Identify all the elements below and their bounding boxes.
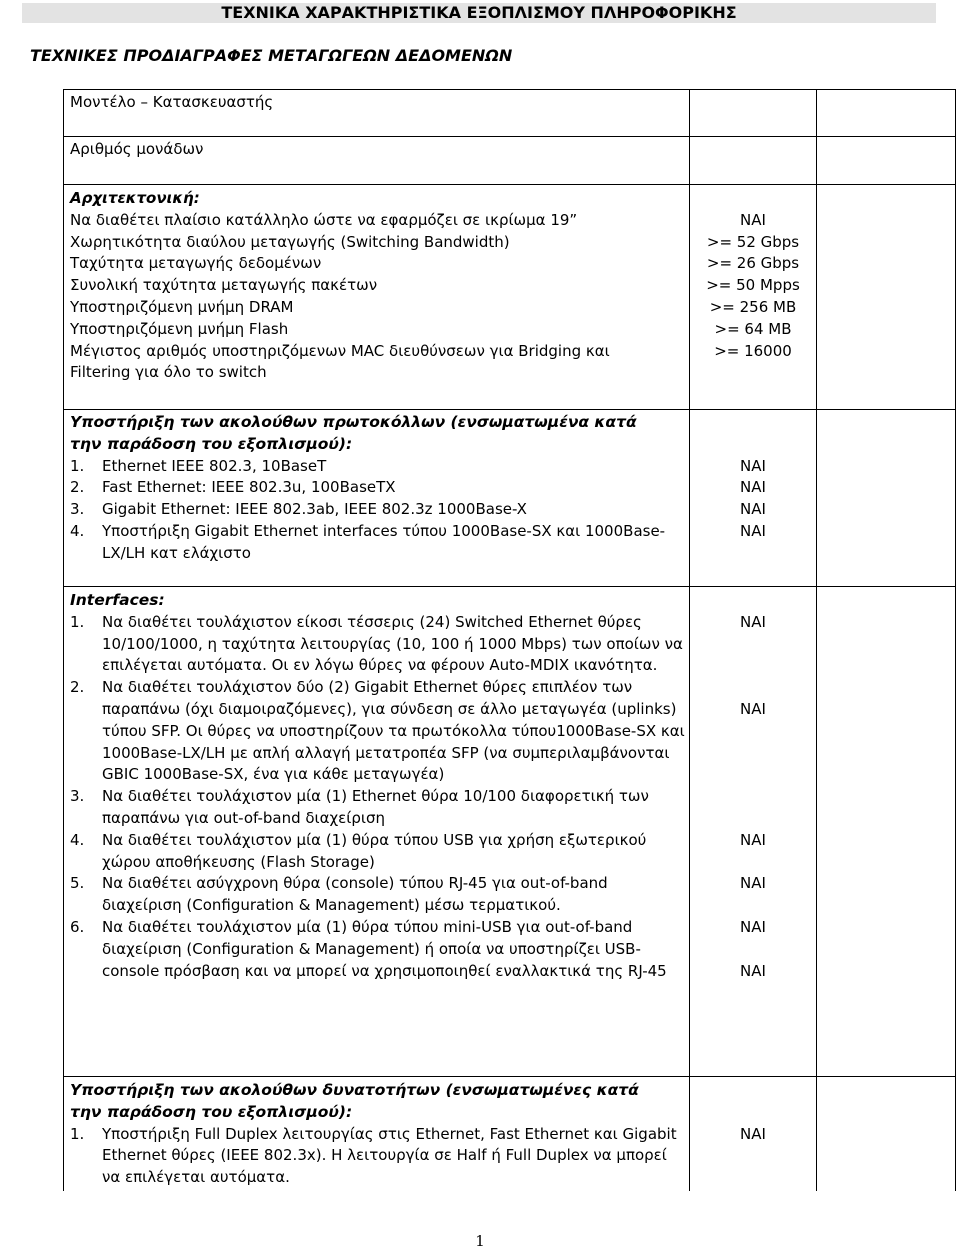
model-value-cell bbox=[690, 90, 817, 137]
features-cell bbox=[64, 1077, 690, 1192]
protocol-value: ΝΑΙ bbox=[740, 478, 766, 497]
architecture-extra-cell bbox=[817, 185, 956, 410]
protocols-values-cell bbox=[690, 410, 817, 587]
interface-value: ΝΑΙ bbox=[740, 830, 766, 849]
interfaces-cell bbox=[64, 587, 690, 1077]
arch-item-text: Ταχύτητα μεταγωγής δεδομένων bbox=[70, 254, 322, 273]
features-extra-cell bbox=[817, 1077, 956, 1192]
arch-item-text: Συνολική ταχύτητα μεταγωγής πακέτων bbox=[70, 276, 378, 295]
arch-item-value: >= 50 Mpps bbox=[706, 276, 800, 295]
list-item: 5. Να διαθέτει ασύγχρονη θύρα (console) τύπου RJ-45 για out-of-band διαχείριση (Configuration & Management) μέσω τερματικού. bbox=[70, 874, 608, 915]
arch-item-text: Υποστηριζόμενη μνήμη DRAM bbox=[70, 297, 294, 316]
list-item: 6. Να διαθέτει τουλάχιστον μία (1) θύρα τύπου mini-USB για out-of-band διαχείριση (Configuration & Management) ή οποία να υποστηρίζει USB-console πρόσβαση και να μπορεί να χρησιμοποιηθεί εναλλακτικά της RJ-45 bbox=[70, 917, 667, 980]
architecture-cell bbox=[64, 185, 690, 410]
protocols-cell bbox=[64, 410, 690, 587]
protocols-extra-cell bbox=[817, 410, 956, 587]
interface-value: ΝΑΙ bbox=[740, 612, 766, 631]
table-row-features bbox=[64, 1077, 956, 1192]
architecture-heading: Αρχιτεκτονική: bbox=[70, 189, 200, 207]
arch-item-value: >= 256 MB bbox=[709, 297, 797, 316]
protocols-heading: Υποστήριξη των ακολούθων πρωτοκόλλων (ενσωματωμένα κατά bbox=[70, 413, 637, 431]
features-heading: την παράδοση του εξοπλισμού): bbox=[70, 1102, 353, 1121]
features-values-cell bbox=[690, 1077, 817, 1192]
table-row-units bbox=[64, 137, 956, 185]
protocols-heading: την παράδοση του εξοπλισμού): bbox=[70, 434, 353, 453]
spec-table bbox=[63, 89, 956, 1191]
arch-item-value: >= 64 MB bbox=[714, 319, 792, 338]
units-extra-cell bbox=[817, 137, 956, 185]
protocol-value: ΝΑΙ bbox=[740, 521, 766, 540]
table-row-protocols bbox=[64, 410, 956, 587]
arch-item-text: Filtering για όλο το switch bbox=[70, 363, 267, 382]
list-item: 1. Να διαθέτει τουλάχιστον είκοσι τέσσερις (24) Switched Ethernet θύρες 10/100/1000, η ταχύτητα λειτουργίας (10, 100 ή 1000 Mbps) των οποίων να επιλέγεται αυτόματα. Οι εν λόγω θύρες να φέρουν Auto-MDIX ικανότητα. bbox=[70, 612, 683, 675]
units-label: Αριθμός μονάδων bbox=[64, 137, 690, 185]
document-subtitle: ΤΕΧΝΙΚΕΣ ΠΡΟΔΙΑΓΡΑΦΕΣ ΜΕΤΑΓΩΓΕΩΝ ΔΕΔΟΜΕΝΩΝ bbox=[30, 46, 513, 65]
model-extra-cell bbox=[817, 90, 956, 137]
list-item: 4. Να διαθέτει τουλάχιστον μία (1) θύρα τύπου USB για χρήση εξωτερικού χώρου αποθήκευσης (Flash Storage) bbox=[70, 830, 647, 871]
list-item: 2. Να διαθέτει τουλάχιστον δύο (2) Gigabit Ethernet θύρες επιπλέον των παραπάνω (όχι διαμοιραζόμενες), για σύνδεση σε άλλο μεταγωγέα (uplinks) τύπου SFP. Οι θύρες να υποστηρίζουν τα πρωτόκολλα τύπου1000Base-SX και 1000Base-LX/LH με απλή αλλαγή μετατροπέα SFP (να συμπεριλαμβάνονται GBIC 1000Base-SX, ένα για κάθε μεταγωγέα) bbox=[70, 678, 685, 784]
table-row-interfaces bbox=[64, 587, 956, 1077]
arch-item-text: Υποστηριζόμενη μνήμη Flash bbox=[70, 319, 289, 338]
arch-item-value: >= 52 Gbps bbox=[706, 232, 800, 251]
model-label: Μοντέλο – Κατασκευαστής bbox=[64, 90, 690, 137]
arch-item-text: Χωρητικότητα διαύλου μεταγωγής (Switching Bandwidth) bbox=[70, 232, 510, 251]
protocol-value: ΝΑΙ bbox=[740, 500, 766, 519]
arch-item-value: ΝΑΙ bbox=[740, 210, 766, 229]
interface-value: ΝΑΙ bbox=[740, 699, 766, 718]
arch-item-value: >= 26 Gbps bbox=[706, 254, 800, 273]
page-number: 1 bbox=[475, 1232, 485, 1250]
interface-value: ΝΑΙ bbox=[740, 917, 766, 936]
list-item: 1. Υποστήριξη Full Duplex λειτουργίας στις Ethernet, Fast Ethernet και Gigabit Ethernet θύρες (IEEE 802.3x). Η λειτουργία σε Half ή Full Duplex να μπορεί να επιλέγεται αυτόματα. bbox=[70, 1124, 677, 1187]
arch-item-value: >= 16000 bbox=[714, 341, 792, 360]
list-item: 2. Fast Ethernet: IEEE 802.3u, 100BaseTX bbox=[70, 478, 396, 497]
table-row-architecture bbox=[64, 185, 956, 410]
features-heading: Υποστήριξη των ακολούθων δυνατοτήτων (ενσωματωμένες κατά bbox=[70, 1081, 639, 1099]
list-item: 1. Ethernet IEEE 802.3, 10BaseT bbox=[70, 456, 327, 475]
table-row-model bbox=[64, 90, 956, 137]
architecture-values-cell bbox=[690, 185, 817, 410]
feature-value: ΝΑΙ bbox=[740, 1124, 766, 1143]
protocol-value: ΝΑΙ bbox=[740, 456, 766, 475]
interfaces-heading: Interfaces: bbox=[70, 591, 165, 609]
units-value-cell bbox=[690, 137, 817, 185]
arch-item-text: Να διαθέτει πλαίσιο κατάλληλο ώστε να εφαρμόζει σε ικρίωμα 19” bbox=[70, 210, 578, 229]
document-title: ΤΕΧΝΙΚΑ ΧΑΡΑΚΤΗΡΙΣΤΙΚΑ ΕΞΟΠΛΙΣΜΟΥ ΠΛΗΡΟΦΟΡΙΚΗΣ bbox=[22, 3, 936, 23]
list-item: 3. Gigabit Ethernet: IEEE 802.3ab, IEEE 802.3z 1000Base-X bbox=[70, 500, 527, 519]
arch-item-text: Μέγιστος αριθμός υποστηριζόμενων MAC διευθύνσεων για Bridging και bbox=[70, 341, 610, 360]
list-item: 4. Υποστήριξη Gigabit Ethernet interfaces τύπου 1000Base-SX και 1000Base-LX/LH κατ ελάχιστο bbox=[70, 521, 666, 562]
interface-value: ΝΑΙ bbox=[740, 961, 766, 980]
list-item: 3. Να διαθέτει τουλάχιστον μία (1) Ethernet θύρα 10/100 διαφορετική των παραπάνω για out-of-band διαχείριση bbox=[70, 787, 649, 827]
interface-value: ΝΑΙ bbox=[740, 874, 766, 893]
interfaces-values-cell bbox=[690, 587, 817, 1077]
interfaces-extra-cell bbox=[817, 587, 956, 1077]
